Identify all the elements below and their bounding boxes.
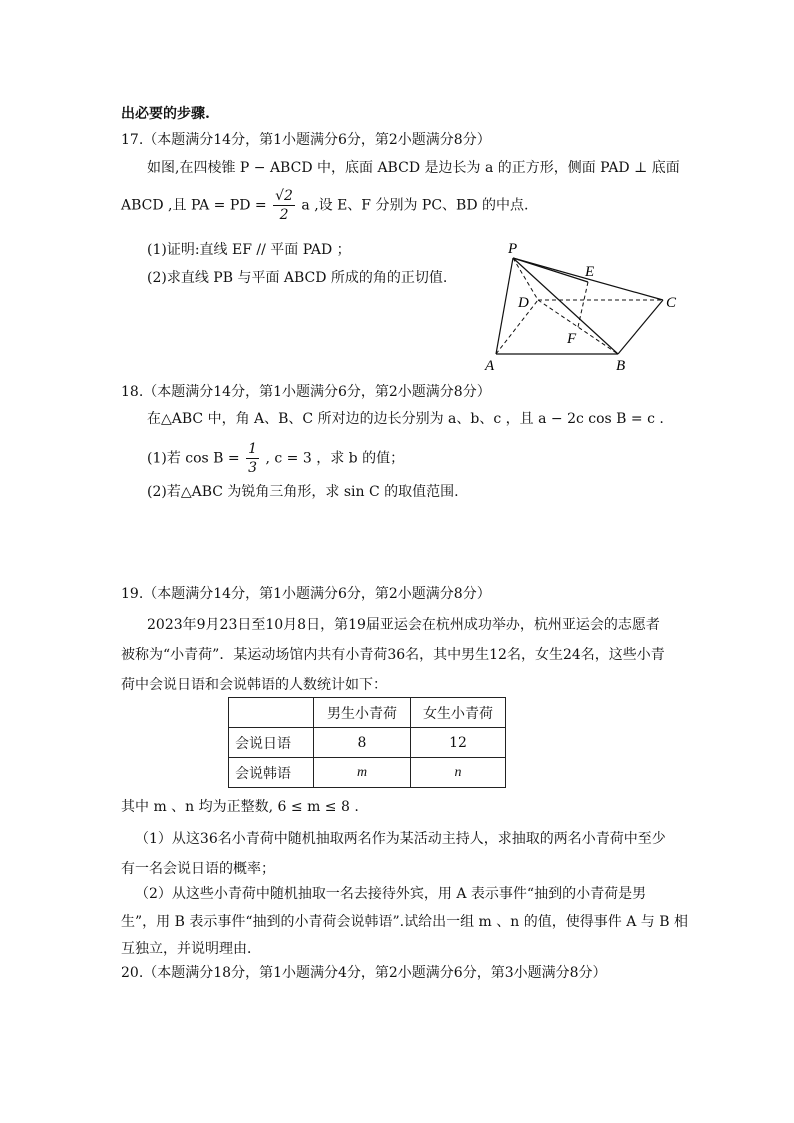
edge-PA [496,258,513,354]
q17-part1: (1)证明:直线 EF // 平面 PAD ； [147,242,351,258]
table-row [229,758,506,788]
q19-part1-line2: 有一名会说日语的概率； [121,861,275,877]
q19-para3: 荷中会说日语和会说韩语的人数统计如下： [121,677,387,693]
q19-part2-line3: 互独立，并说明理由． [121,941,261,957]
q18-part2: (2)若△ABC 为锐角三角形，求 sin C 的取值范围. [147,484,459,500]
q17-stem-2a: ABCD ,且 PA = PD = [121,197,267,214]
edge-PE [513,258,588,282]
table-cell: n [411,758,506,788]
q19-part1-line1: （1）从这36名小青荷中随机抽取两名作为某活动主持人，求抽取的两名小青荷中至少 [135,831,666,847]
q19-part2-line2: 生”，用 B 表示事件“抽到的小青荷会说韩语”.试给出一组 m 、n 的值，使得事件 A 与 B 相 [121,914,688,930]
q18-frac-num: 1 [248,441,258,457]
q18-part1 [147,440,404,477]
edge-EF [578,282,588,327]
table-cell: 12 [411,728,506,758]
q17-frac-den: 2 [279,207,289,223]
q19-part2-line1: （2）从这些小青荷中随机抽取一名去接待外宾，用 A 表示事件“抽到的小青荷是男 [135,886,647,902]
language-stats-table [228,697,506,788]
table-row-label: 会说韩语 [229,758,314,788]
q18-stem: 在△ABC 中，角 A、B、C 所对边的边长分别为 a、b、c ，且 a − 2c cos B = c . [147,411,664,427]
table-header-male: 男生小青荷 [314,698,411,728]
q19-para1: 2023年9月23日至10月8日，第19届亚运会在杭州成功举办，杭州亚运会的志愿者 [147,617,660,633]
q20-header: 20.（本题满分18分，第1小题满分4分，第2小题满分6分，第3小题满分8分） [121,965,607,981]
edge-BC [618,300,663,354]
q17-header: 17.（本题满分14分，第1小题满分6分，第2小题满分8分） [121,132,491,148]
table-corner-cell [229,698,314,728]
q17-stem-2b: a ,设 E、F 分别为 PC、BD 的中点. [301,197,529,214]
label-E: E [585,264,595,280]
q18-header: 18.（本题满分14分，第1小题满分6分，第2小题满分8分） [121,384,491,400]
q17-stem-line2 [121,187,528,224]
label-C: C [666,295,677,311]
q18-part1b: , c = 3 ，求 b 的值； [265,450,405,467]
q18-frac-den: 3 [248,460,258,476]
intro-tail: 出必要的步骤. [121,106,210,122]
q19-para2: 被称为“小青荷”．某运动场馆内共有小青荷36名，其中男生12名，女生24名，这些小青 [121,647,665,663]
q19-header: 19.（本题满分14分，第1小题满分6分，第2小题满分8分） [121,586,491,602]
pyramid-figure [478,236,688,374]
edge-AD [496,300,538,354]
q17-part2: (2)求直线 PB 与平面 ABCD 所成的角的正切值. [147,270,448,286]
table-header-female: 女生小青荷 [411,698,506,728]
table-cell: m [314,758,411,788]
q18-fraction [246,440,259,477]
table-cell: 8 [314,728,411,758]
q17-stem-line1: 如图,在四棱锥 P − ABCD 中，底面 ABCD 是边长为 a 的正方形，侧面 PAD ⊥ 底面 [147,160,680,176]
label-D: D [518,295,529,311]
label-P: P [508,241,518,257]
label-A: A [485,358,495,374]
q18-part1a: (1)若 cos B = [147,450,240,467]
table-row-label: 会说日语 [229,728,314,758]
table-header-row [229,698,506,728]
q17-fraction [273,187,295,224]
q17-frac-num: √2 [275,188,293,204]
label-F: F [567,331,577,347]
table-row [229,728,506,758]
q19-note: 其中 m 、n 均为正整数, 6 ≤ m ≤ 8 . [121,799,359,815]
label-B: B [616,358,626,374]
